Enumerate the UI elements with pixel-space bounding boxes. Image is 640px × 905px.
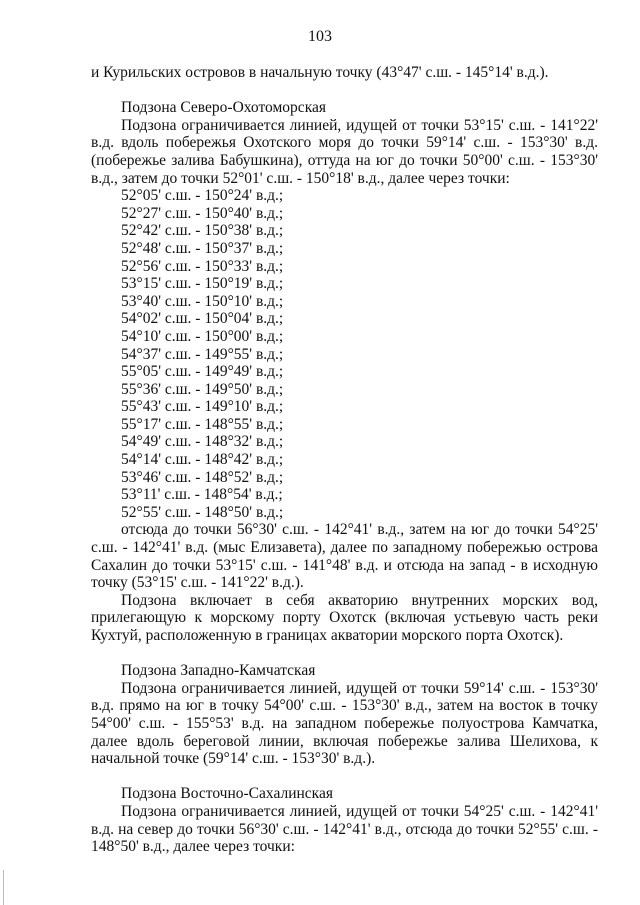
coordinate-point: 52°42' с.ш. - 150°38' в.д.; [121,222,284,240]
section-paragraph: Подзона ограничивается линией, идущей от точки 59°14' с.ш. - 153°30' в.д. прямо на юг в точку 54°00' с.ш. - 153°30' в.д., затем на восток в точку 54°00' с.ш. - 155°53' в.д. на западном побережье полуострова Камчатка, далее вдоль береговой линии, включая побережье залива Шелихова, к начальной точке (59°14' с.ш. - 153°30' в.д.). [91,679,598,768]
coordinate-point: 54°49' с.ш. - 148°32' в.д.; [121,433,284,451]
scan-edge-mark [3,870,4,905]
document-body [91,64,598,856]
intro-line: и Курильских островов в начальную точку (43°47' с.ш. - 145°14' в.д.). [91,64,549,81]
page-number: 103 [308,28,332,45]
coordinate-point: 55°17' с.ш. - 148°55' в.д.; [121,415,284,433]
section-paragraph: Подзона ограничивается линией, идущей от точки 53°15' с.ш. - 141°22' в.д. вдоль побережья Охотского моря до точки 59°14' с.ш. - 153°30' в.д. (побережье залива Бабушкина), оттуда на юг до точки 50°00' с.ш. - 153°30' в.д., затем до точки 52°01' с.ш. - 150°18' в.д., далее через точки: [91,116,598,187]
coordinate-point: 55°36' с.ш. - 149°50' в.д.; [121,380,284,398]
coordinate-point: 52°05' с.ш. - 150°24' в.д.; [121,187,284,205]
coordinate-point: 54°02' с.ш. - 150°04' в.д.; [121,310,284,328]
coordinate-point: 54°10' с.ш. - 150°00' в.д.; [121,327,284,345]
coordinate-point: 55°43' с.ш. - 149°10' в.д.; [121,398,284,416]
coordinate-point: 52°27' с.ш. - 150°40' в.д.; [121,204,284,222]
section-paragraph: отсюда до точки 56°30' с.ш. - 142°41' в.д., затем на юг до точки 54°25' с.ш. - 142°41' в.д. (мыс Елизавета), далее по западному побережью острова Сахалин до точки 53°15' с.ш. - 141°48' в.д. и отсюда на запад - в исходную точку (53°15' с.ш. - 141°22' в.д.). [91,521,598,592]
coordinate-point: 52°56' с.ш. - 150°33' в.д.; [121,257,284,275]
coordinate-point: 53°11' с.ш. - 148°54' в.д.; [121,486,283,504]
section-paragraph: Подзона ограничивается линией, идущей от точки 54°25' с.ш. - 142°41' в.д. на север до точки 56°30' с.ш. - 142°41' в.д., отсюда до точки 52°55' с.ш. - 148°50' в.д., далее через точки: [91,802,598,856]
coordinate-list [91,187,598,521]
coordinate-point: 53°15' с.ш. - 150°19' в.д.; [121,275,284,293]
coordinate-point: 52°55' с.ш. - 148°50' в.д.; [121,503,284,521]
coordinate-point: 52°48' с.ш. - 150°37' в.д.; [121,239,284,257]
section-heading-north-okhotsk: Подзона Северо-Охотоморская [121,99,326,117]
section-heading-west-kamchatka: Подзона Западно-Камчатская [121,662,316,680]
section-paragraph: Подзона включает в себя акваторию внутренних морских вод, прилегающую к морскому порту Охотск (включая устьевую часть реки Кухтуй, расположенную в границах акватории морского порта Охотск). [91,591,598,644]
coordinate-point: 54°37' с.ш. - 149°55' в.д.; [121,345,284,363]
coordinate-point: 53°46' с.ш. - 148°52' в.д.; [121,468,284,486]
coordinate-point: 55°05' с.ш. - 149°49' в.д.; [121,363,284,381]
section-heading-east-sakhalin: Подзона Восточно-Сахалинская [121,785,333,803]
coordinate-point: 54°14' с.ш. - 148°42' в.д.; [121,451,284,469]
coordinate-point: 53°40' с.ш. - 150°10' в.д.; [121,292,284,310]
